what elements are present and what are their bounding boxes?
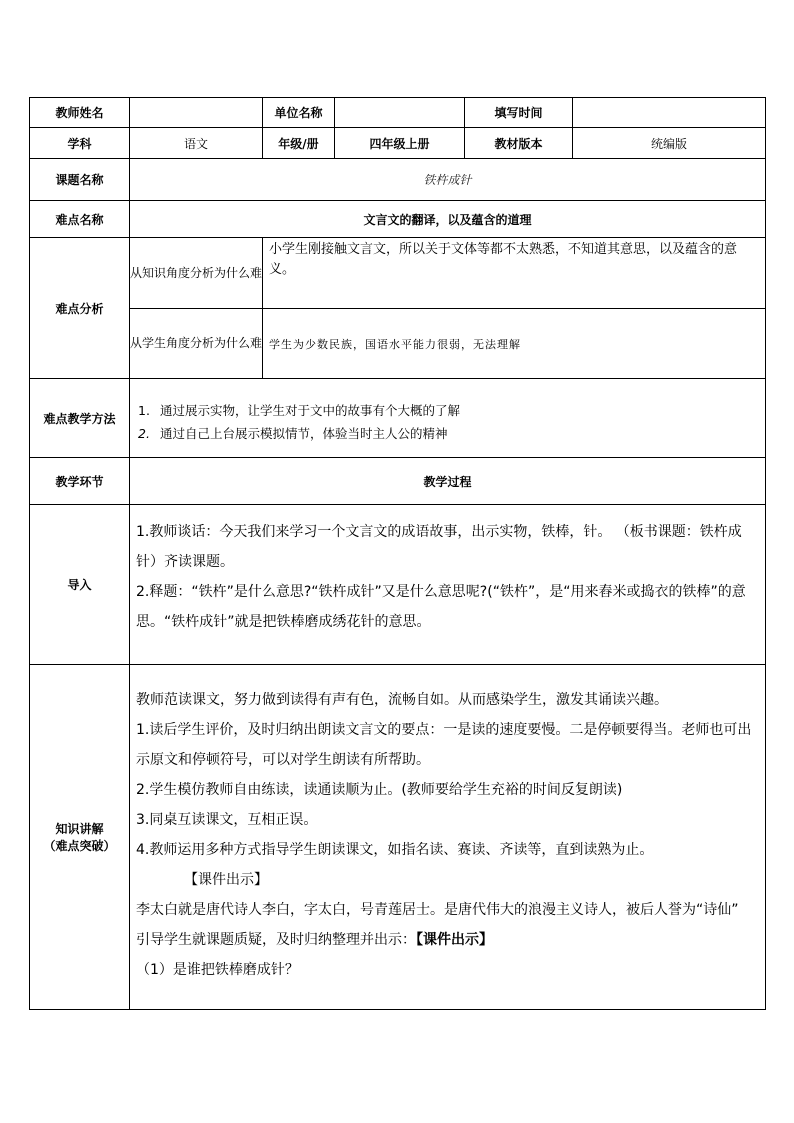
knowledge-question: （1）是谁把铁棒磨成针？ [136,962,299,978]
unit-name-label: 单位名称 [263,98,335,128]
difficulty-row [30,201,766,238]
info-row [30,128,766,159]
intro-row [30,505,766,665]
knowledge-text [130,685,765,985]
method-item-text: 通过展示实物，让学生对于文中的故事有个大概的了解 [160,403,461,418]
method-item [130,422,765,445]
knowledge-row [30,665,766,1010]
knowledge-paragraph: 4.教师运用多种方式指导学生朗读课文，如指名读、赛读、齐读等，直到读熟为止。 [136,842,654,858]
knowledge-angle-text: 小学生刚接触文言文，所以关于文体等都不太熟悉，不知道其意思，以及蕴含的意义。 [269,242,738,277]
lesson-plan-table [29,97,766,1010]
knowledge-paragraph-text: 引导学生就课题质疑，及时归纳整理并出示： [136,932,416,948]
intro-label: 导入 [30,505,130,665]
analysis-knowledge-row [30,238,766,309]
knowledge-paragraph: 2.学生模仿教师自由练读，读通读顺为止。(教师要给学生充裕的时间反复朗读) [136,782,623,798]
knowledge-paragraph: 李太白就是唐代诗人李白，字太白，号青莲居士。是唐代伟大的浪漫主义诗人，被后人誉为“诗仙” [136,902,739,918]
process-header-row [30,458,766,505]
method-row [30,379,766,458]
lesson-title-row [30,159,766,201]
fill-date-value [573,98,766,128]
knowledge-label-line: （难点突破） [43,839,116,853]
teacher-name-value [130,98,263,128]
method-label: 难点教学方法 [30,379,130,458]
intro-text [130,517,765,637]
knowledge-label [30,665,130,1010]
knowledge-paragraph: 教师范读课文，努力做到读得有声有色，流畅自如。从而感染学生，激发其诵读兴趣。 [136,692,668,708]
teacher-name-label: 教师姓名 [30,98,130,128]
intro-paragraph: 1.教师谈话：今天我们来学习一个文言文的成语故事，出示实物，铁棒，针。 （板书课题：铁杵成针）齐读课题。 [136,524,742,570]
method-item-number: 1. [138,403,150,418]
grade-label: 年级/册 [263,128,335,159]
subject-value: 语文 [130,128,263,159]
edition-value: 统编版 [573,128,766,159]
knowledge-paragraph: 1.读后学生评价，及时归纳出朗读文言文的要点：一是读的速度要慢。二是停顿要得当。老师也可出示原文和停顿符号，可以对学生朗读有所帮助。 [136,722,752,768]
header-row [30,98,766,128]
method-item-number: 2. [138,426,150,441]
subject-label: 学科 [30,128,130,159]
process-header: 教学过程 [130,458,766,505]
lesson-plan-page [29,97,765,1009]
fill-date-label: 填写时间 [465,98,573,128]
difficulty-label: 难点名称 [30,201,130,238]
lesson-title-value: 铁杵成针 [130,159,766,201]
analysis-student-row [30,309,766,379]
knowledge-label-line: 知识讲解 [55,822,104,836]
method-item-text: 通过自己上台展示模拟情节，体验当时主人公的精神 [160,426,448,441]
analysis-label: 难点分析 [30,238,130,379]
intro-paragraph: 2.释题：“铁杵”是什么意思?“铁杵成针”又是什么意思呢?(“铁杵”，是“用来舂米或捣衣的铁棒”的意思。“铁杵成针”就是把铁棒磨成绣花针的意思。 [136,584,746,630]
unit-name-value [335,98,465,128]
student-angle-text: 学生为少数民族，国语水平能力很弱，无法理解 [269,337,521,351]
knowledge-angle-label: 从知识角度分析为什么难 [130,238,263,309]
grade-value: 四年级上册 [335,128,465,159]
lesson-title-label: 课题名称 [30,159,130,201]
difficulty-value: 文言文的翻译，以及蕴含的道理 [130,201,766,238]
stage-header: 教学环节 [30,458,130,505]
knowledge-paragraph [136,925,759,955]
method-item [130,399,765,422]
courseware-marker: 【课件出示】 [184,872,268,888]
student-angle-label: 从学生角度分析为什么难 [130,309,263,379]
edition-label: 教材版本 [465,128,573,159]
courseware-marker-bold: 【课件出示】 [416,932,493,948]
knowledge-paragraph: 3.同桌互读课文，互相正误。 [136,812,318,828]
